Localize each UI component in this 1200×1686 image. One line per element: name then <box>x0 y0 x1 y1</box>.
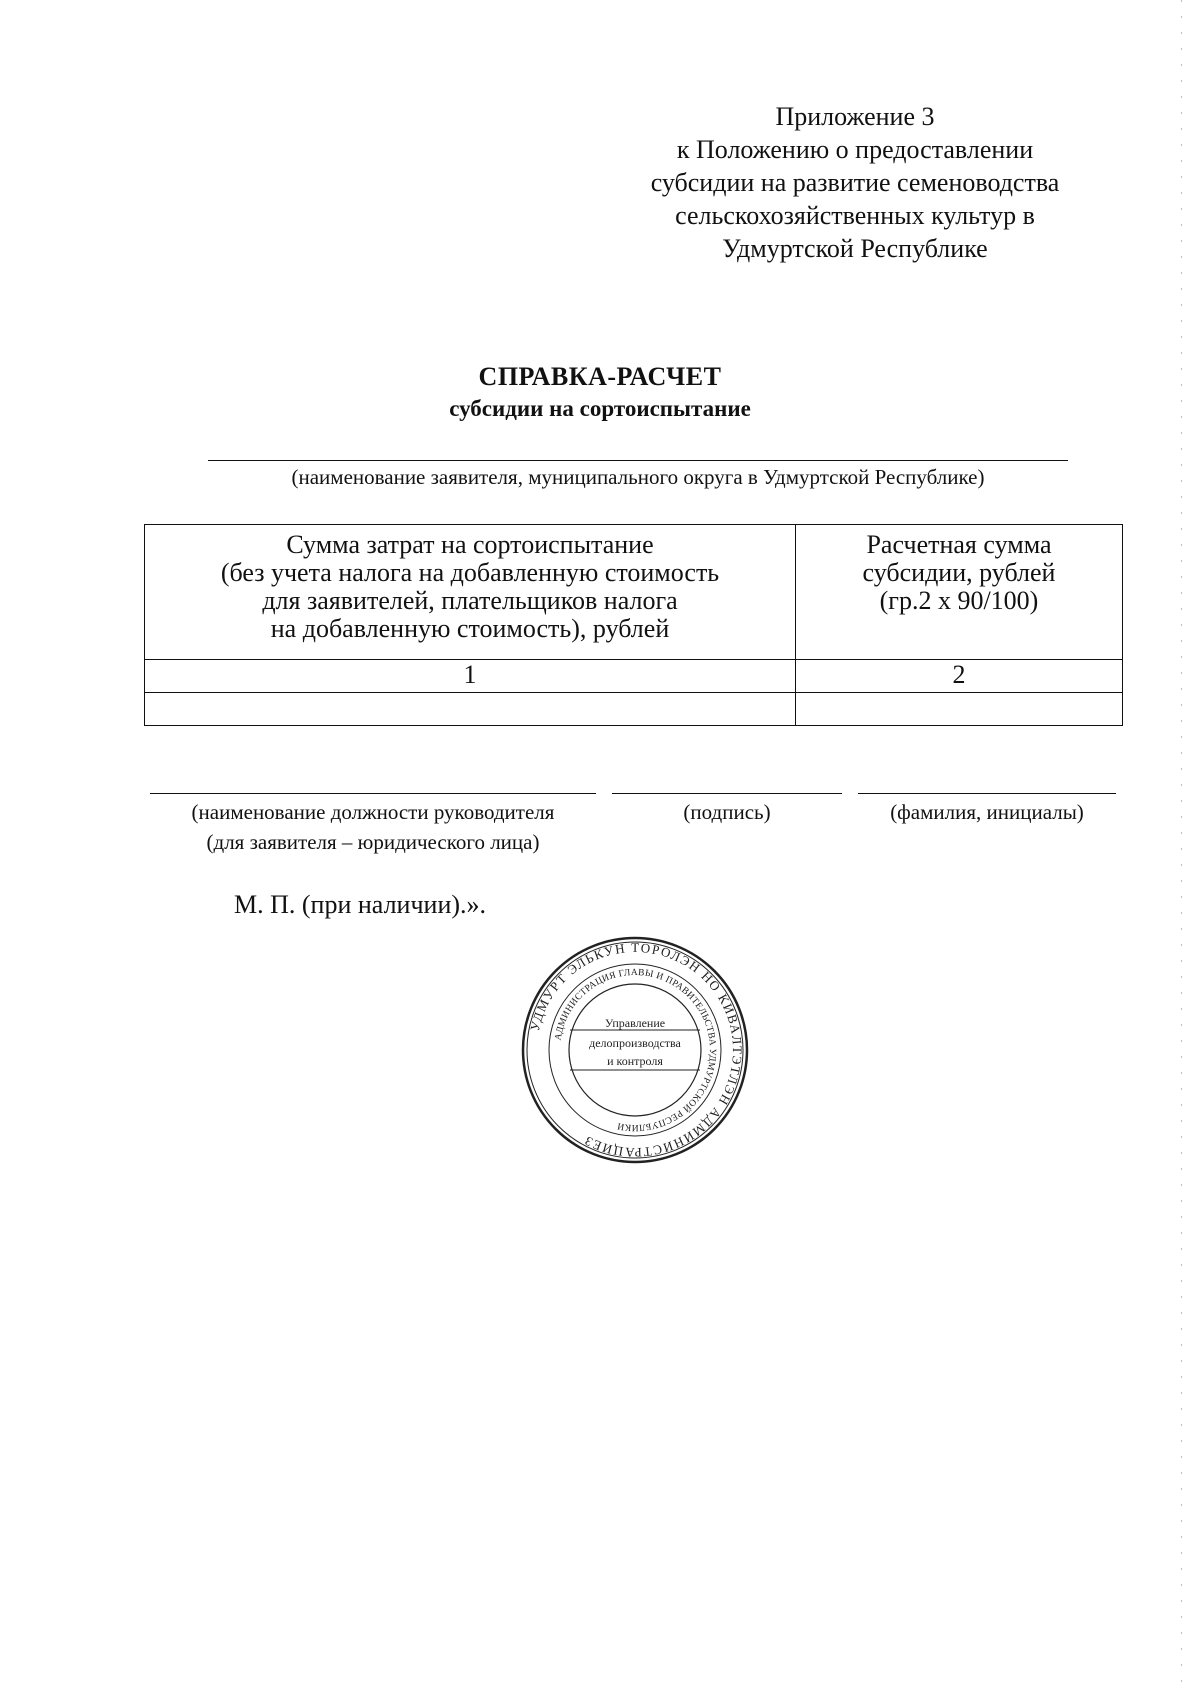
signature-fill-line <box>612 793 842 794</box>
seal-inner-ring-text: АДМИНИСТРАЦИЯ ГЛАВЫ И ПРАВИТЕЛЬСТВА УДМУРТСКОЙ РЕСПУБЛИКИ <box>553 967 718 1133</box>
title-main: СПРАВКА-РАСЧЕТ <box>478 362 722 391</box>
column-number: 1 <box>145 660 796 693</box>
header-line: для заявителей, плательщиков налога <box>262 586 678 615</box>
caption-line: (наименование должности руководителя <box>191 800 555 824</box>
document-title <box>0 360 1200 424</box>
signature-caption: (подпись) <box>683 800 771 824</box>
caption-line: (для заявителя – юридического лица) <box>206 830 540 854</box>
appendix-line: субсидии на развитие семеноводства <box>650 168 1060 197</box>
table-header-row <box>145 525 1123 660</box>
position-caption <box>150 797 596 857</box>
costs-value-cell[interactable] <box>145 693 796 726</box>
column-number: 2 <box>796 660 1123 693</box>
calculation-table <box>144 524 1123 726</box>
header-line: на добавленную стоимость), рублей <box>270 614 670 643</box>
header-cell-costs <box>145 525 796 660</box>
seal-place-note: М. П. (при наличии).». <box>234 890 487 919</box>
header-line: Сумма затрат на сортоиспытание <box>286 530 654 559</box>
name-caption: (фамилия, инициалы) <box>890 800 1084 824</box>
official-seal-stamp <box>520 935 750 1165</box>
applicant-fill-line <box>208 460 1068 461</box>
header-line: субсидии, рублей <box>862 558 1056 587</box>
appendix-header <box>620 100 1090 265</box>
seal-center-line: Управление <box>604 1016 666 1030</box>
header-line: (гр.2 x 90/100) <box>879 586 1039 615</box>
subsidy-value-cell[interactable] <box>796 693 1123 726</box>
header-line: (без учета налога на добавленную стоимость <box>220 558 720 587</box>
title-sub: субсидии на сортоиспытание <box>449 396 751 421</box>
header-line: Расчетная сумма <box>866 530 1052 559</box>
name-fill-line <box>858 793 1116 794</box>
header-cell-subsidy <box>796 525 1123 660</box>
scan-edge-marks <box>1181 0 1182 1686</box>
applicant-caption: (наименование заявителя, муниципального округа в Удмуртской Республике) <box>291 465 985 489</box>
position-fill-line <box>150 793 596 794</box>
seal-center-line: делопроизводства <box>589 1036 681 1050</box>
seal-outer-text: УДМУРТ ЭЛЬКУН ТОРОЛЭН НО КИВАЛТЭТЛЭН АДМИНИСТРАЦИЕЗ <box>526 939 746 1161</box>
appendix-line: Приложение 3 <box>775 102 935 131</box>
appendix-line: сельскохозяйственных культур в <box>675 201 1035 230</box>
table-number-row <box>145 660 1123 693</box>
appendix-line: к Положению о предоставлении <box>676 135 1034 164</box>
seal-center-line: и контроля <box>607 1054 663 1068</box>
table-row <box>145 693 1123 726</box>
appendix-line: Удмуртской Республике <box>722 234 988 263</box>
